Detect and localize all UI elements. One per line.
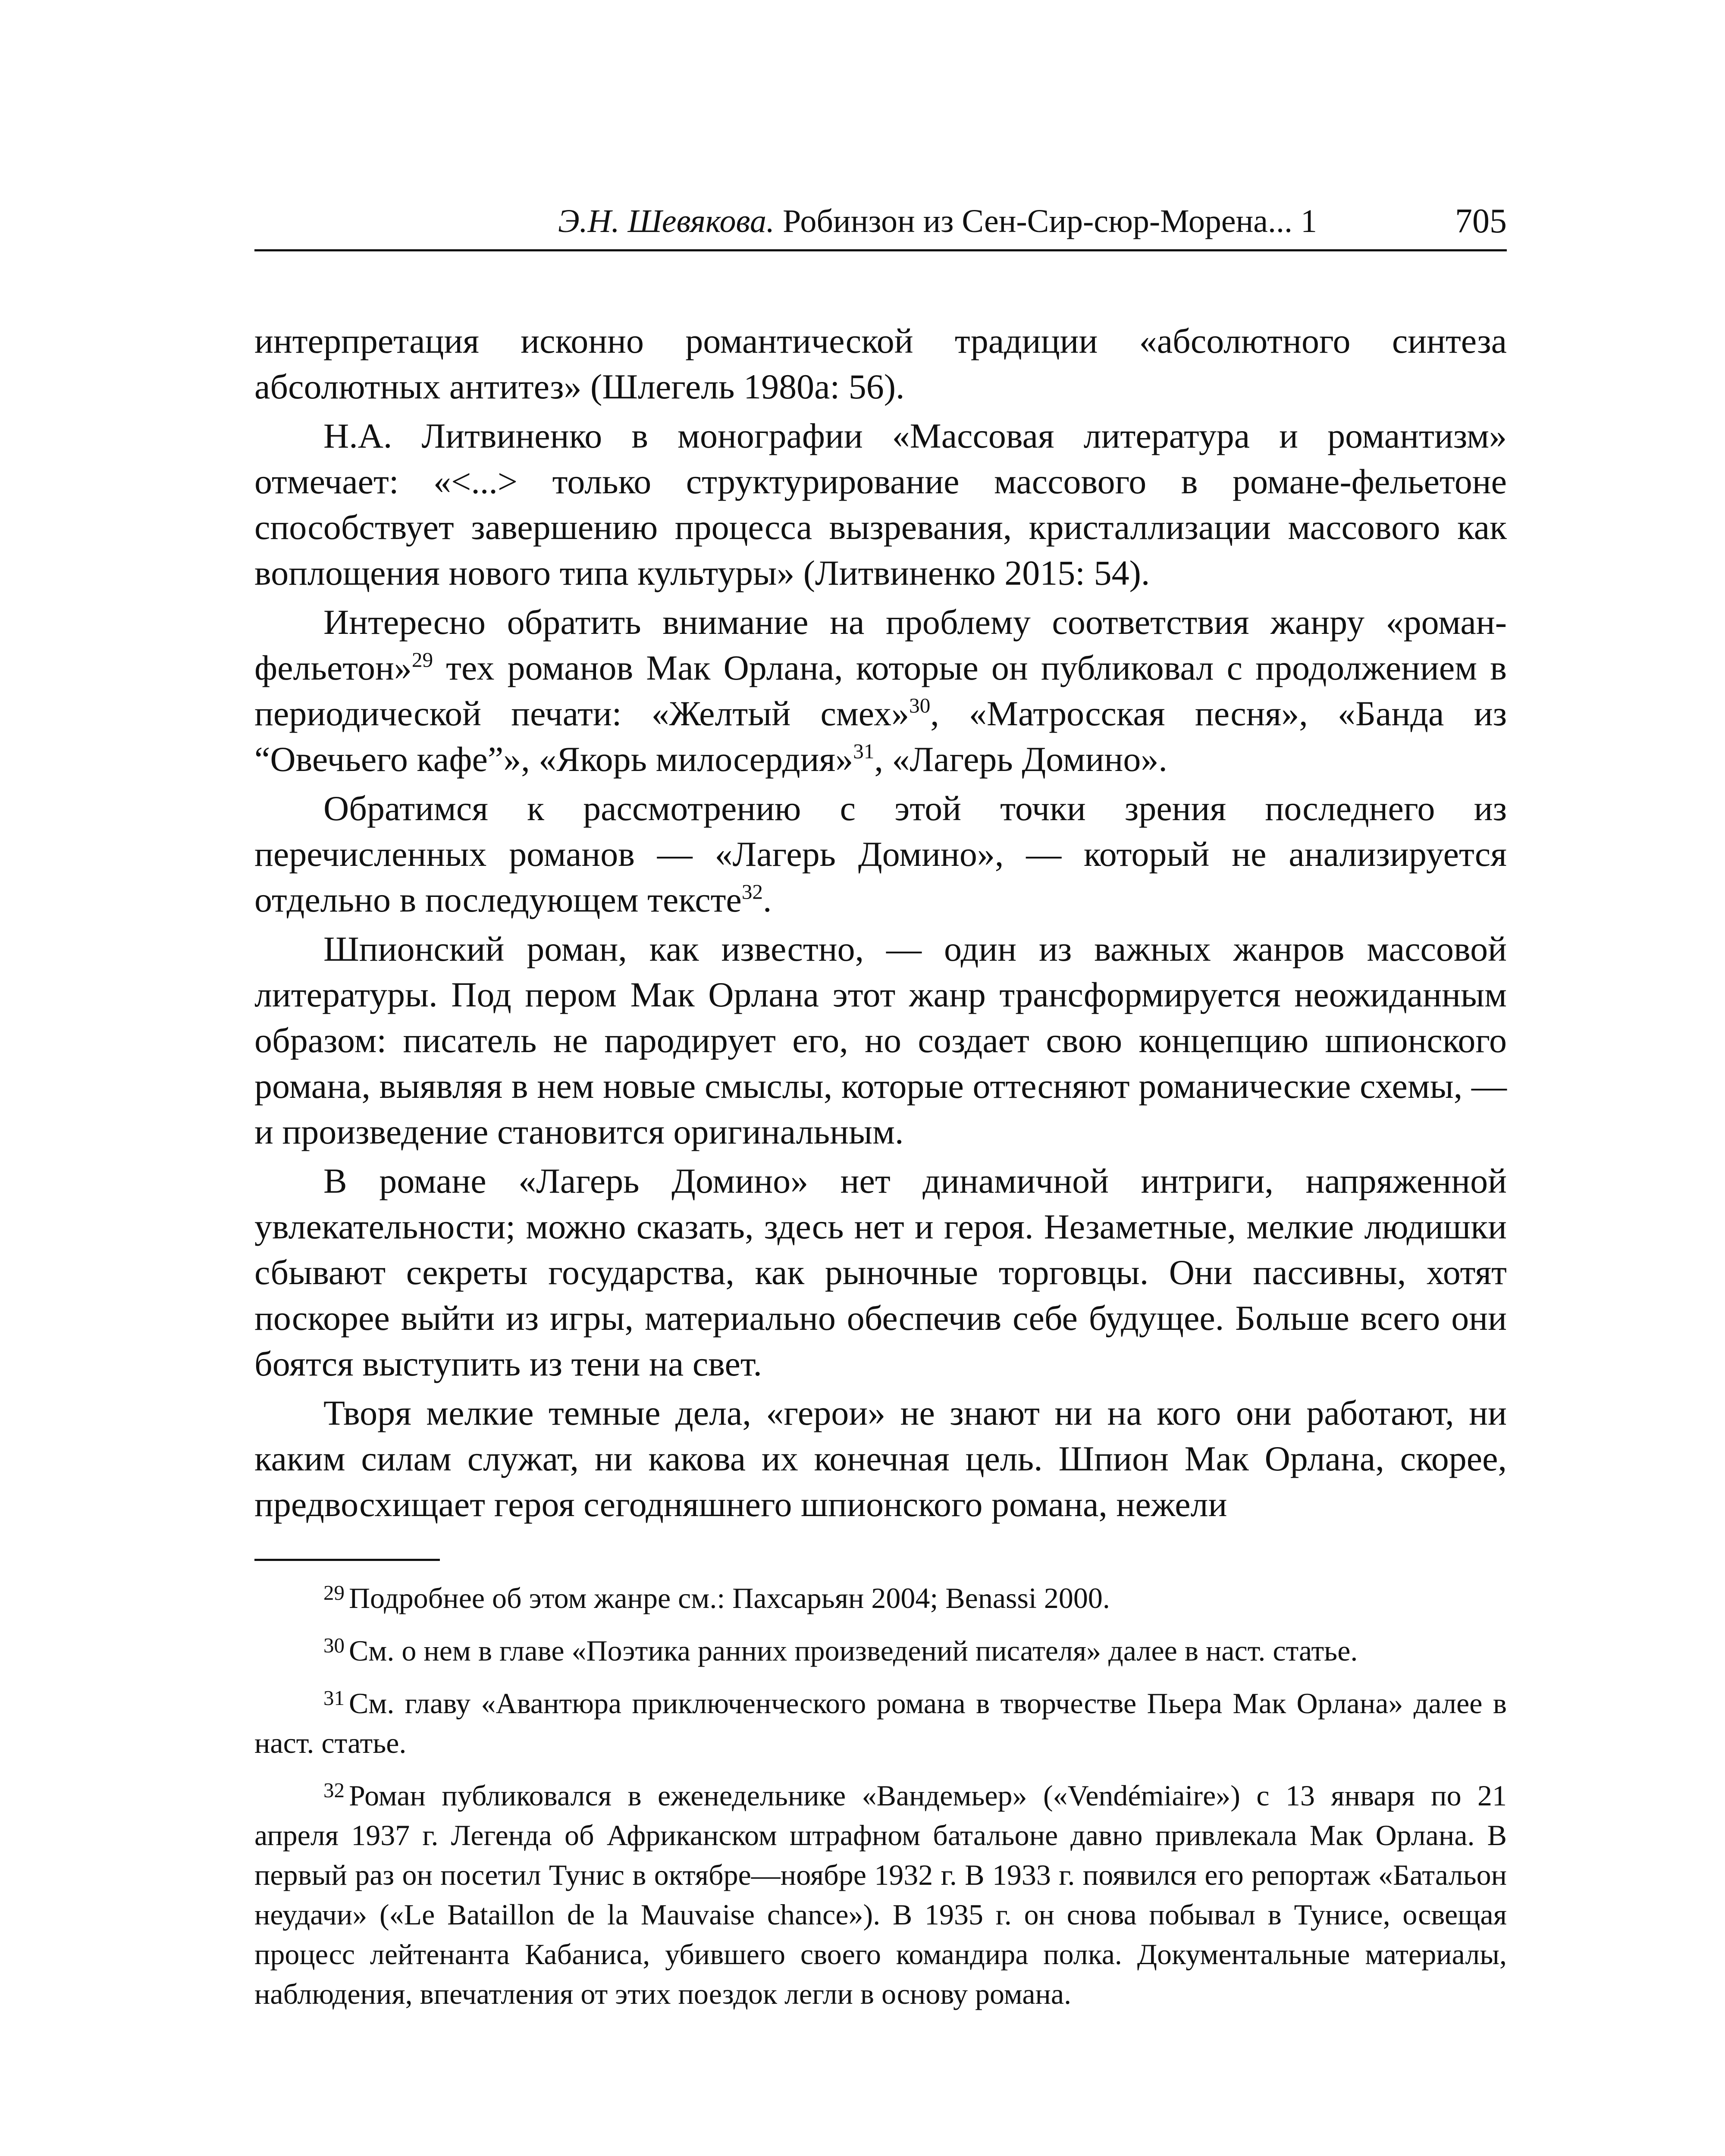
paragraph-4-text-2: .: [763, 880, 772, 919]
footnote-ref-30[interactable]: 30: [909, 693, 931, 718]
footnote-divider: [254, 1559, 440, 1561]
paragraph-7: Творя мелкие темные дела, «герои» не знают ни на кого они работают, ни каким силам служат, ни какова их конечная цель. Шпион Мак Орлана, скорее, предвосхищает героя сегодняшнего шпионского романа, нежели: [254, 1393, 1507, 1524]
paragraph-2: Н.А. Литвиненко в монографии «Массовая литература и романтизм» отмечает: «<...> только структурирование массового в романе-фельетоне способствует завершению процесса вызревания, кристаллизации массового как воплощения нового типа культуры» (Литвиненко 2015: 54).: [254, 416, 1507, 592]
footnote-text: Подробнее об этом жанре см.: Пахсарьян 2004; Benassi 2000.: [348, 1582, 1110, 1614]
footnote-32: [254, 1776, 1507, 2014]
paragraph-4: [254, 786, 1507, 923]
main-text: [254, 318, 1507, 1527]
paragraph-5: Шпионский роман, как известно, — один из важных жанров массовой литературы. Под пером Мак Орлана этот жанр трансформируется неожиданным образом: писатель не пародирует его, но создает свою концепцию шпионского романа, выявляя в нем новые смыслы, которые оттесняют романические схемы, — и произведение становится оригинальным.: [254, 929, 1507, 1151]
header-title: Робинзон из Сен-Сир-сюр-Морена... 1: [783, 203, 1317, 239]
paragraph-3-text-4: , «Лагерь Домино».: [874, 740, 1167, 779]
paragraph-3: [254, 599, 1507, 782]
paragraph-4-text-1: Обратимся к рассмотрению с этой точки зрения последнего из перечисленных романов — «Лагерь Домино», — который не анализируется отдельно в последующем тексте: [254, 789, 1507, 919]
footnotes: [254, 1578, 1507, 2027]
footnote-ref-29[interactable]: 29: [411, 648, 433, 672]
header-citation: [558, 202, 1317, 241]
footnote-number: 31: [323, 1686, 345, 1710]
footnote-31: [254, 1683, 1507, 1763]
paragraph-3-text-3: , «Матросская песня», «Банда из “Овечьего кафе”», «Якорь милосердия»: [254, 694, 1507, 779]
footnote-number: 30: [323, 1633, 345, 1658]
footnote-ref-32[interactable]: 32: [741, 880, 763, 904]
running-header: [254, 202, 1507, 251]
footnote-text: См. главу «Авантюра приключенческого романа в творчестве Пьера Мак Орлана» далее в наст. статье.: [254, 1687, 1507, 1759]
footnote-30: [254, 1631, 1507, 1670]
paragraph-3-text-1: Интересно обратить внимание на проблему соответствия жанру «роман-фельетон»: [254, 602, 1507, 687]
footnote-number: 32: [323, 1778, 345, 1802]
header-author: Э.Н. Шевякова.: [558, 203, 775, 239]
paragraph-1: интерпретация исконно романтической традиции «абсолютного синтеза абсолютных антитез» (Шлегель 1980а: 56).: [254, 321, 1507, 406]
footnote-ref-31[interactable]: 31: [853, 739, 875, 763]
footnote-29: [254, 1578, 1507, 1618]
page: [254, 0, 1507, 2156]
footnote-text: См. о нем в главе «Поэтика ранних произведений писателя» далее в наст. статье.: [348, 1634, 1358, 1667]
paragraph-6: В романе «Лагерь Домино» нет динамичной интриги, напряженной увлекательности; можно сказать, здесь нет и героя. Незаметные, мелкие людишки сбывают секреты государства, как рыночные торговцы. Они пассивны, хотят поскорее выйти из игры, материально обеспечив себе будущее. Больше всего они боятся выступить из тени на свет.: [254, 1161, 1507, 1383]
footnote-number: 29: [323, 1581, 345, 1605]
footnote-text: Роман публиковался в еженедельнике «Вандемьер» («Vendémiaire») с 13 января по 21 апреля 1937 г. Легенда об Африканском штрафном батальоне давно привлекала Мак Орлана. В первый раз он посетил Тунис в октябре—ноябре 1932 г. В 1933 г. появился его репортаж «Батальон неудачи» («Le Bataillon de la Mauvaise chance»). В 1935 г. он снова побывал в Тунисе, освещая процесс лейтенанта Кабаниса, убившего своего командира полка. Документальные материалы, наблюдения, впечатления от этих поездок легли в основу романа.: [254, 1779, 1507, 2010]
page-number: 705: [1455, 202, 1507, 240]
paragraph-3-text-2: тех романов Мак Орлана, которые он публиковал с продолжением в периодической печати: «Желтый смех»: [254, 648, 1507, 733]
